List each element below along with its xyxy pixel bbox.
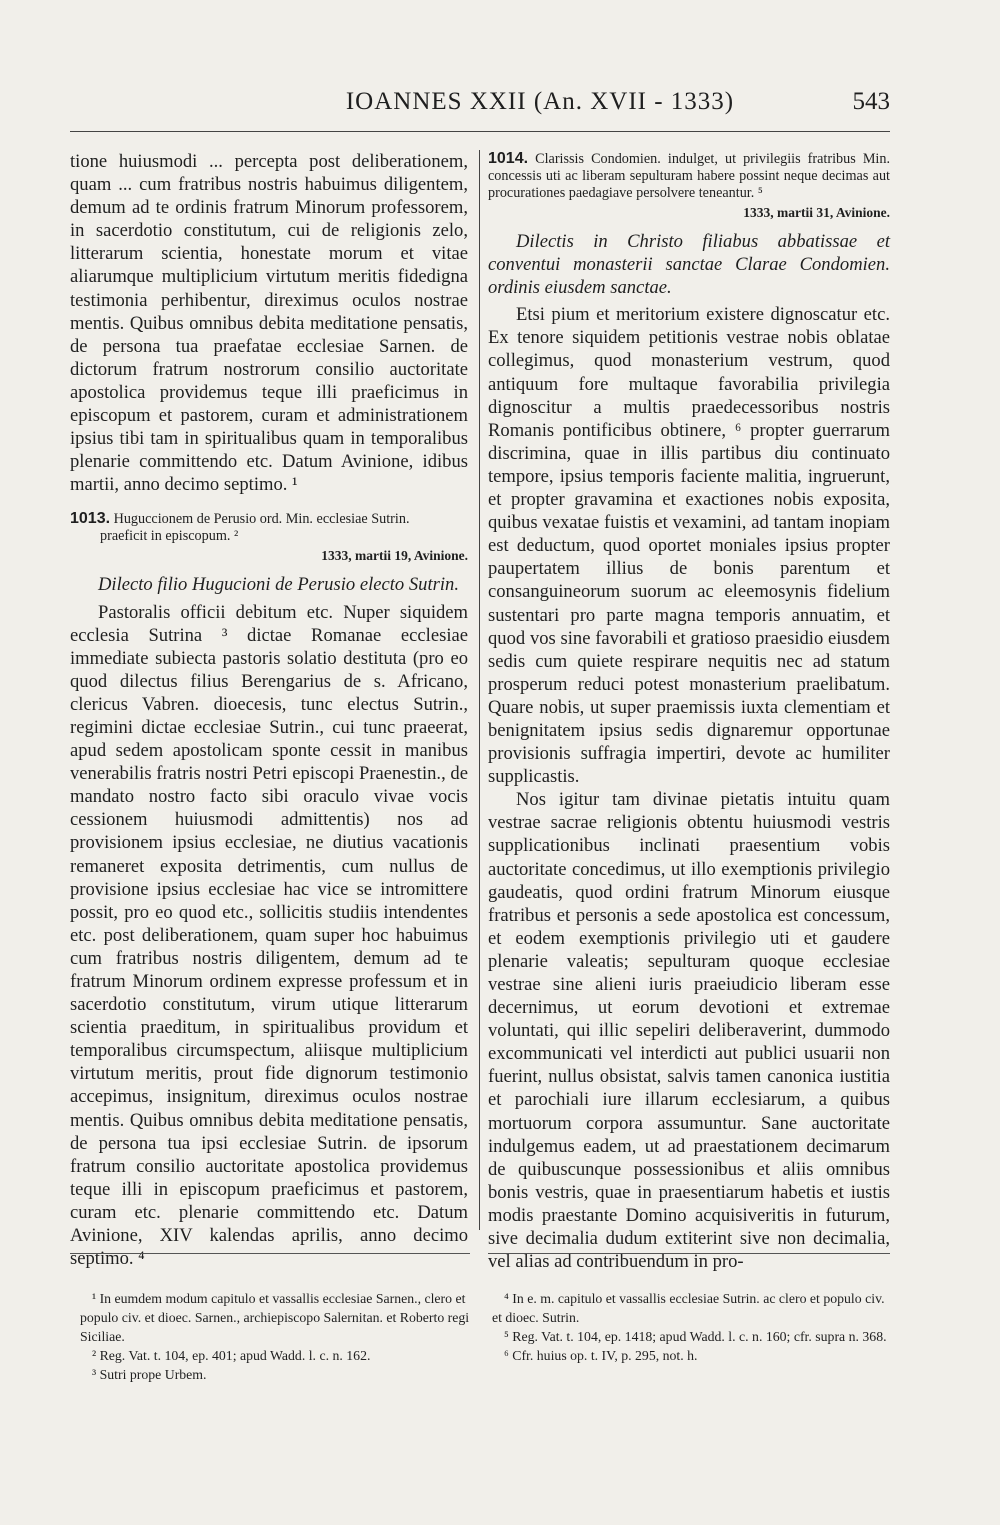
entry-address: Dilecto filio Hugucioni de Perusio electo Sutrin. (98, 574, 459, 596)
entry-regest-1014 (488, 150, 890, 202)
footnote-6: ⁶ Cfr. huius op. t. IV, p. 295, not. h. (504, 1348, 698, 1363)
entry-number: 1013. (70, 510, 111, 528)
footnote-1: ¹ In eumdem modum capitulo et vassallis ecclesiae Sarnen., clero et populo civ. et dioec. Sarnen., archiepiscopo Salernitan. et Roberto regi Siciliae. (80, 1291, 470, 1344)
entry-regest-text-2: praeficit in episcopum. ² (100, 528, 239, 545)
column-divider (479, 150, 480, 1230)
paragraph-2: Nos igitur tam divinae pietatis intuitu quam vestrae sacrae religionis obtentu huiusmodi vestris supplicationibus inclinati praesentium vobis auctoritate concedimus, ut illo exemptionis privilegio gaudeatis, quod ordini fratrum Minorum eiusque fratribus et personis a sede apostolica est concessum, et eodem exemptionis privilegio uti et gaudere plenarie valeatis; sepulturam quoque ecclesiae vestrae sine alieni iuris praeiudicio liberam esse decernimus, ut eorum devotioni et extremae voluntati, qui illic sepeliri deliberaverint, dummodo excommunicati vel interdicti aut publici usuarii non fuerint, nullus obsistat, salvis tamen canonica iustitia et parochiali iure illarum ecclesiarum, a quibus mortuorum corpora assumuntur. Sane auctoritate indulgemus eadem, ut ad praestationem decimarum de quibuscunque possessionibus et aliis omnibus bonis vestris, quae in praesentiarum habetis et iustis modis praestante Domino acquisiveritis in futurum, sive decimalia dudum extiterint sive non decimalia, vel alias ad contribuendum in pro- (488, 789, 890, 1273)
footnote-5: ⁵ Reg. Vat. t. 104, ep. 1418; apud Wadd. l. c. n. 160; cfr. supra n. 368. (504, 1329, 887, 1344)
entry-body: Pastoralis officii debitum etc. Nuper siquidem ecclesia Sutrina ³ dictae Romanae ecclesiae immediate subiecta pastoris solatio destituta (pro eo quod dilectus filius Berengarius de s. Africano, clericus Vabren. dioecesis, tunc electus Sutrin., regimini dictae ecclesiae Sutrin., cui tunc praeerat, apud sedem apostolicam sponte cessit in manibus venerabilis fratris nostri Petri episcopi Praenestin., de mandato nostro facto sibi oraculo vivae vocis cessionem huiusmodi admittentis) nos ad provisionem ipsius ecclesiae, ne diutius vacationis remaneret exposita detrimentis, cum nullus de provisione ipsius ecclesiae hac vice se intromittere possit, pro eo quod etc., sollicitis studiis intendentes etc. post deliberationem, quam super hoc habuimus cum fratribus nostris diligentem, demum ad te fratrum Minorum ordinem expresse professum et in sacerdotio constitutum, virum utique litterarum scientia praeditum, in spiritualibus providum et temporalibus circumspectum, aliisque multiplicium virtutum meritis, prout fide dignorum testimonio accepimus, insignitum, direximus oculos nostrae mentis. Quibus omnibus debita meditatione pensatis, de persona tua ipsi ecclesiae Sutrin. de ipsorum fratrum consilio auctoritate apostolica providemus teque illi in episcopum praeficimus et pastorem, curam etc. plenarie committendo etc. Datum Avinione, XIV kalendas aprilis, anno decimo septimo. ⁴ (70, 601, 468, 1270)
page-number: 543 (852, 88, 890, 115)
footnote-3: ³ Sutri prope Urbem. (92, 1367, 207, 1382)
entry-regest-text: Huguccionem de Perusio ord. Min. ecclesiae Sutrin. (113, 511, 410, 528)
footnote-rule-left (70, 1253, 470, 1254)
left-column (70, 150, 468, 1270)
running-title: IOANNES XXII (An. XVII - 1333) (345, 88, 735, 115)
header-rule (70, 131, 890, 132)
right-column (488, 150, 890, 1273)
continued-text: tione huiusmodi ... percepta post deliberationem, quam ... cum fratribus nostris habuimus diligentem, demum ad te ordinis fratrum Minorum professorem, in sacerdotio constitutum, cui de religionis zelo, litterarum scientia, honestate morum et vitae aliarumque multiplicium virtutum meritis fidedigna testimonia perhibentur, direximus oculos nostrae mentis. Quibus omnibus debita meditatione pensatis, de persona tua praefatae ecclesiae Sarnen. de dictorum fratrum nostrorum consilio auctoritate apostolica providemus teque illi praeficimus in episcopum et pastorem, curam et administrationem ipsius tibi tam in spiritualibus quam in temporalibus plenarie committendo etc. Datum Avinione, idibus martii, anno decimo septimo. ¹ (70, 151, 468, 496)
running-header (70, 86, 890, 126)
footnote-2: ² Reg. Vat. t. 104, ep. 401; apud Wadd. l. c. n. 162. (92, 1348, 371, 1363)
paragraph-1: Etsi pium et meritorium existere dignoscatur etc. Ex tenore siquidem petitionis vestrae nobis oblatae collegimus, quod monasterium vestrum, quod antiquum fore multaque favorabilia privilegia dignoscitur a multis praedecessoribus nostris Romanis pontificibus obtinere, ⁶ propter guerrarum discrimina, quae in illis partibus diu continuato tempore, ipsius temporis faciente malitia, ingruerunt, et propter gravamina et exactiones nobis exposita, quibus vexatae fuistis et vexamini, ad tantam inopiam est deductum, quod oportet moniales ipsius propter paupertatem illius de bonis parentum et consanguineorum suorum ac eleemosynis fidelium sustentari pro parte magna temporis annuatim, et quod vos sine favorabili et gratioso praesidio eiusdem sedis cum quiete respirare nequitis nec ad statum prosperum reduci potest monasterium praelibatum. Quare nobis, ut super praemissis iuxta clementiam et benignitatem ipsius sedis dignaremur opportunae provisionis suffragia impertiri, devote ac humiliter supplicastis. (488, 304, 890, 788)
entry-regest-text: Clarissis Condomien. indulget, ut privilegiis fratribus Min. concessis uti ac liberam sepulturam habere possint neque decimas aut procurationes paedagiave persolvere teneantur. ⁵ (488, 151, 891, 201)
footnotes-right (492, 1289, 890, 1365)
entry-date: 1333, martii 19, Avinione. (321, 548, 468, 564)
footnotes-left (80, 1289, 470, 1384)
entry-date: 1333, martii 31, Avinione. (743, 205, 890, 220)
entry-address: Dilectis in Christo filiabus abbatissae et conventui monasterii sanctae Clarae Condomien. ordinis eiusdem sanctae. (488, 231, 890, 299)
footnote-rule-right (488, 1253, 890, 1254)
entry-regest-1013 (70, 510, 468, 545)
entry-number: 1014. (488, 150, 529, 167)
footnote-4: ⁴ In e. m. capitulo et vassallis ecclesiae Sutrin. ac clero et populo civ. et dioec. Sutrin. (492, 1291, 885, 1325)
